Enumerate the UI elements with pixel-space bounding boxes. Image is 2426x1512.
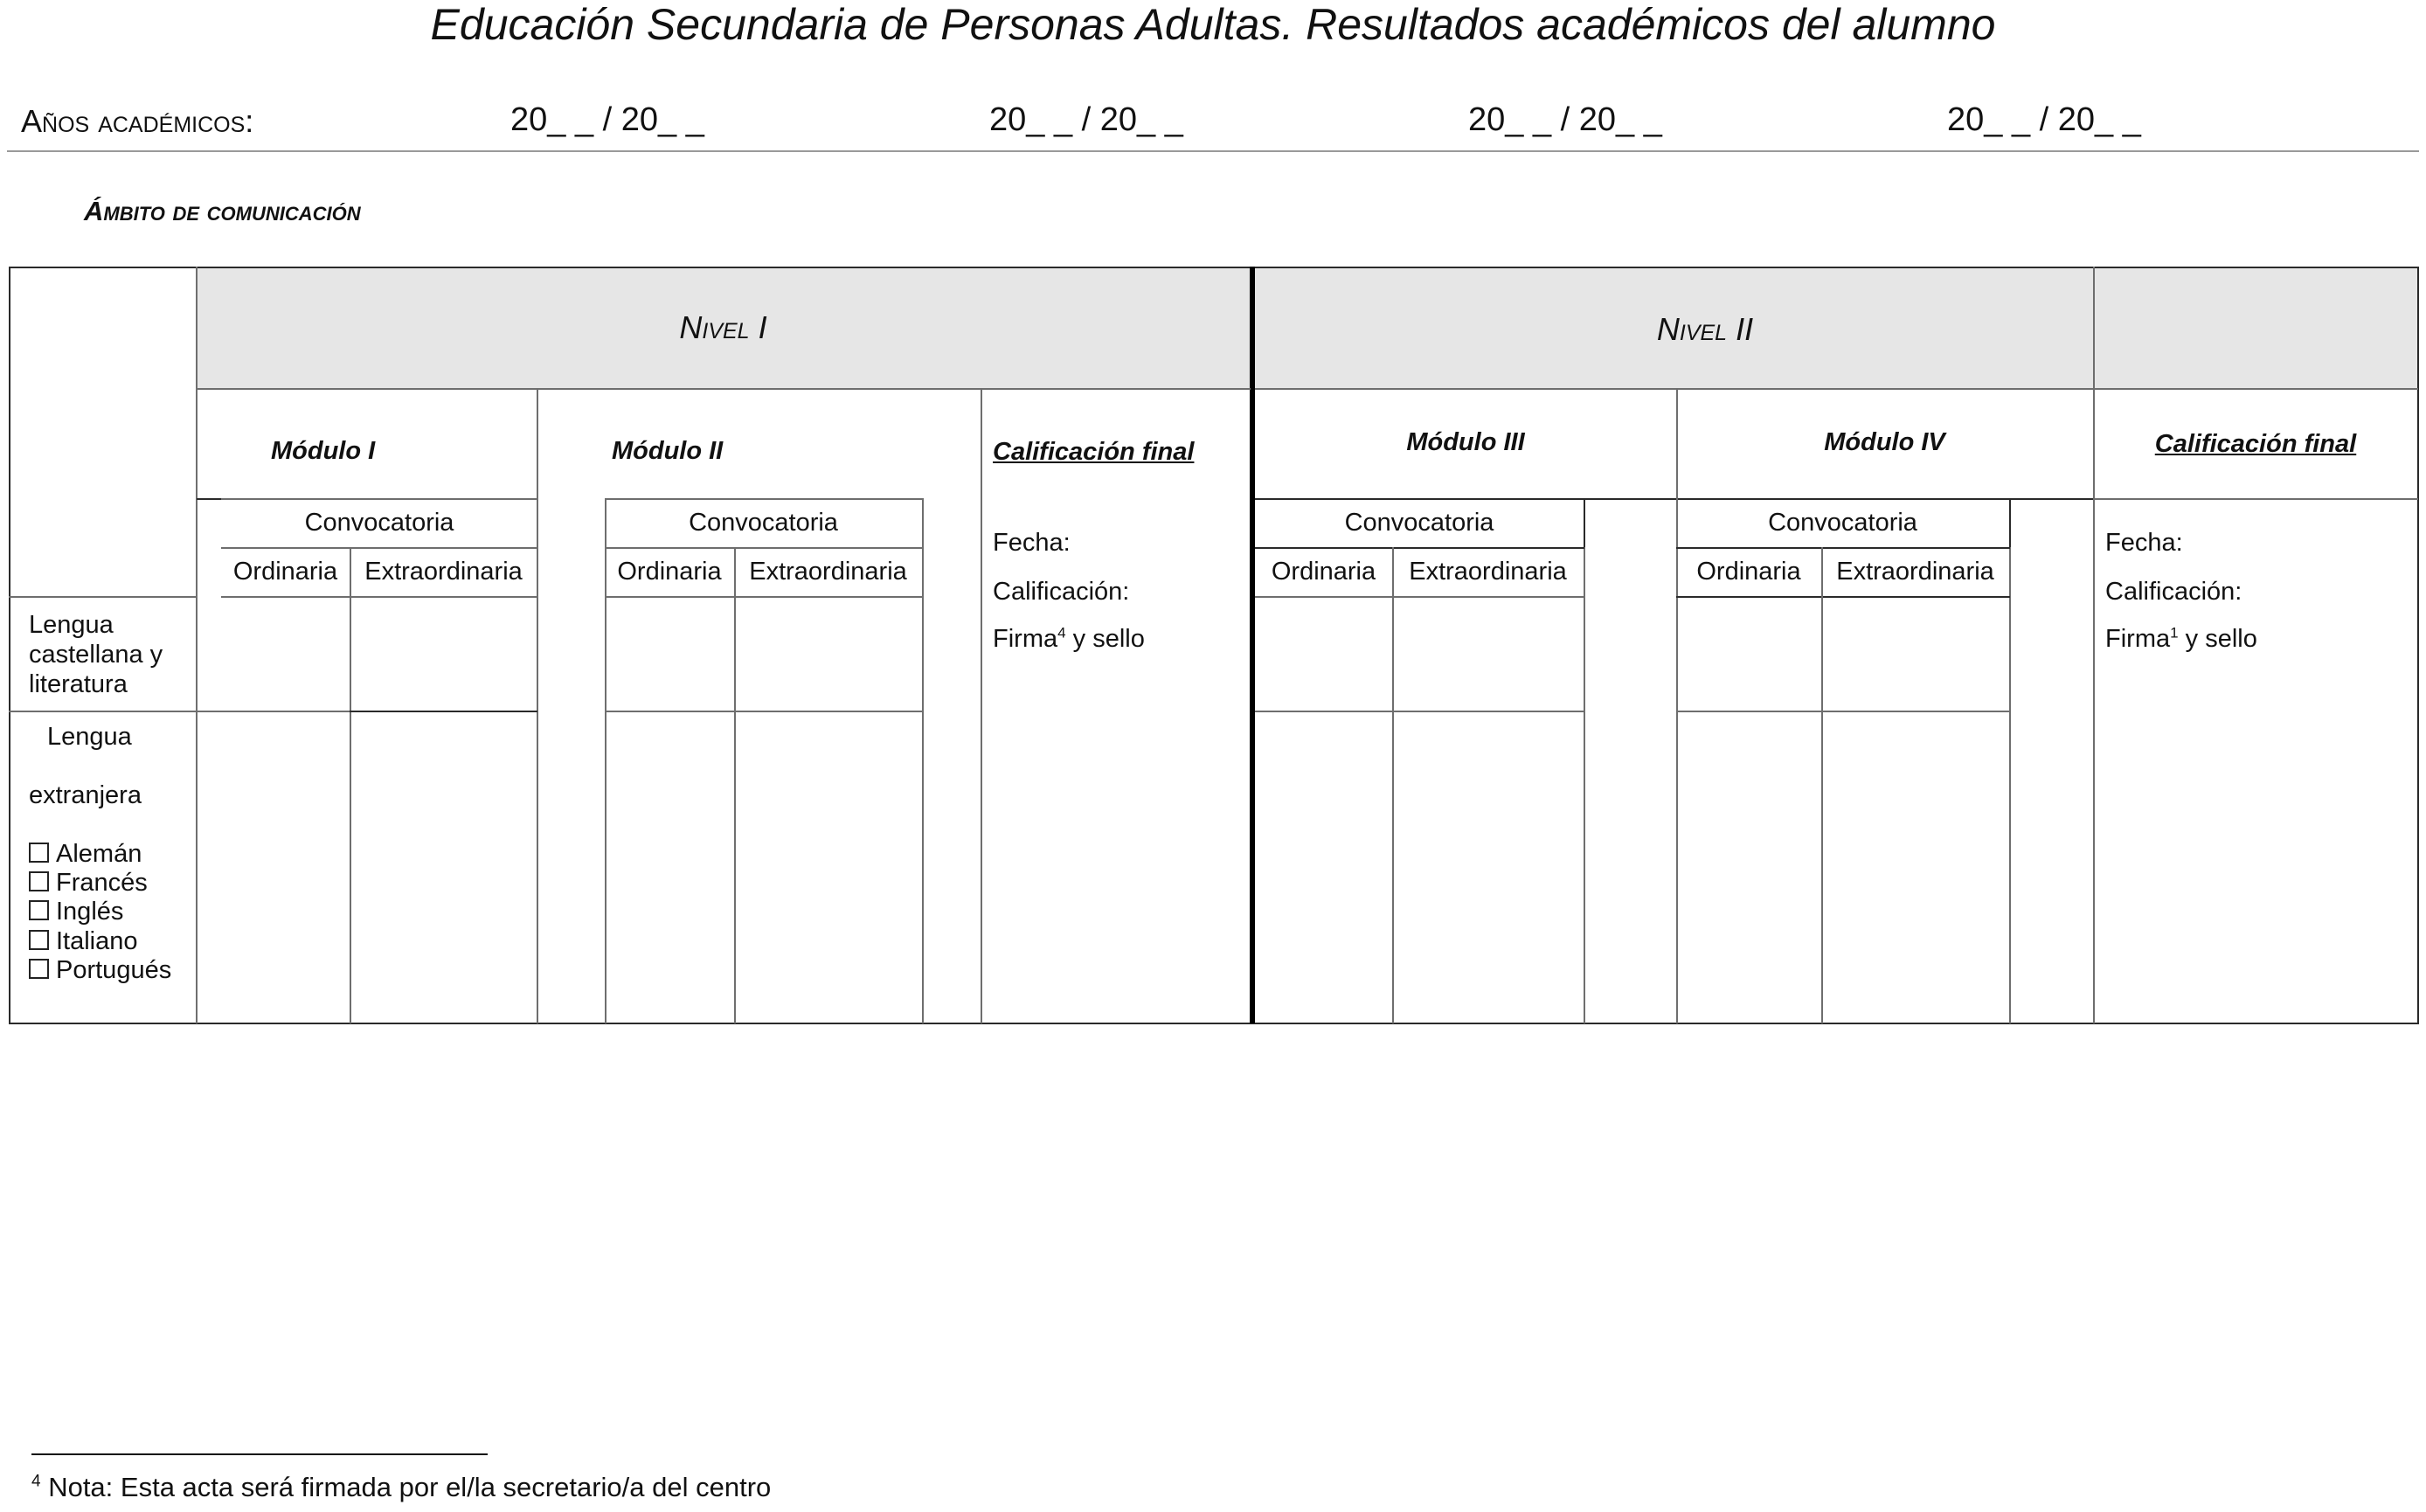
ordinaria-label: Ordinaria	[1271, 558, 1376, 586]
level-2-header: Nivel II	[1656, 311, 1754, 347]
calificacion-label: Calificación:	[2105, 578, 2242, 606]
line-h	[221, 498, 537, 500]
line-v	[1821, 547, 1823, 1023]
table-border-bottom	[9, 1023, 2419, 1024]
line-h	[2093, 498, 2418, 500]
nivel-divider	[1250, 267, 1255, 1023]
academic-year-1: 20_ _ / 20_ _	[510, 101, 704, 138]
checkbox-icon[interactable]	[29, 871, 49, 891]
line-h	[1676, 596, 2010, 598]
convocatoria-label-module-4: Convocatoria	[1768, 509, 1917, 537]
line-v	[2093, 267, 2095, 1023]
fecha-label: Fecha:	[2105, 529, 2183, 557]
final-grade-header-level-2: Calificación final	[2154, 430, 2357, 458]
line-h	[197, 711, 350, 712]
line-h	[350, 711, 537, 712]
line-h	[9, 596, 197, 598]
line-h	[1255, 498, 2093, 500]
line-h	[197, 498, 221, 500]
line-v	[922, 498, 924, 1023]
extraordinaria-label: Extraordinaria	[1409, 558, 1567, 586]
line-v	[2009, 547, 2011, 1023]
row-label-lengua-extranjera-2: extranjera	[29, 781, 142, 809]
line-h	[9, 711, 197, 712]
line-h	[1255, 711, 1584, 712]
line-h	[1255, 596, 1584, 598]
row-label-lengua-extranjera-1: Lengua	[47, 723, 132, 751]
line-h	[1255, 388, 2418, 390]
convocatoria-label-module-1: Convocatoria	[304, 509, 454, 537]
checkbox-icon[interactable]	[29, 930, 49, 950]
row-label-lengua-castellana: Lengua castellana y literatura	[29, 611, 163, 698]
section-title: Ámbito de comunicación	[84, 196, 361, 226]
line-h	[1676, 547, 2010, 549]
ordinaria-label: Ordinaria	[1696, 558, 1801, 586]
line-v	[350, 547, 351, 1023]
convocatoria-label-module-2: Convocatoria	[689, 509, 838, 537]
footnote-rule	[31, 1453, 488, 1455]
language-option-frances[interactable]: Francés	[29, 868, 148, 898]
module-4-header: Módulo IV	[1824, 428, 1945, 456]
line-h	[1255, 547, 1584, 549]
table-border-left	[9, 267, 10, 1023]
line-h	[605, 596, 923, 598]
line-v	[1584, 498, 1585, 547]
line-v	[1584, 547, 1585, 1023]
line-h	[1676, 711, 2010, 712]
language-option-aleman[interactable]: Alemán	[29, 839, 142, 869]
calificacion-label: Calificación:	[993, 578, 1130, 606]
line-h	[197, 388, 1251, 390]
document-title: Educación Secundaria de Personas Adultas. Resultados académicos del alumno	[430, 0, 1996, 49]
module-3-header: Módulo III	[1406, 428, 1525, 456]
line-h	[605, 547, 923, 549]
ordinaria-label: Ordinaria	[232, 558, 338, 586]
line-v	[2009, 498, 2011, 547]
fecha-label: Fecha:	[993, 529, 1071, 557]
checkbox-icon[interactable]	[29, 843, 49, 863]
extraordinaria-label: Extraordinaria	[749, 558, 907, 586]
academic-year-3: 20_ _ / 20_ _	[1468, 101, 1662, 138]
convocatoria-label-module-3: Convocatoria	[1344, 509, 1494, 537]
language-option-italiano[interactable]: Italiano	[29, 926, 138, 956]
module-2-header: Módulo II	[612, 437, 724, 465]
academic-years-label: Años académicos:	[21, 103, 254, 139]
table-border-right	[2417, 267, 2419, 1023]
line-v	[734, 547, 736, 1023]
line-v	[1392, 547, 1394, 1023]
level-1-header: Nivel I	[679, 309, 767, 345]
line-v	[537, 388, 538, 1023]
final-grade-header-level-1: Calificación final	[993, 438, 1195, 466]
academic-year-2: 20_ _ / 20_ _	[989, 101, 1183, 138]
line-h	[221, 547, 537, 549]
extraordinaria-label: Extraordinaria	[1836, 558, 1994, 586]
language-option-portugues[interactable]: Portugués	[29, 955, 171, 985]
extraordinaria-label: Extraordinaria	[364, 558, 523, 586]
language-option-ingles[interactable]: Inglés	[29, 897, 123, 926]
line-h	[605, 711, 923, 712]
checkbox-icon[interactable]	[29, 959, 49, 979]
academic-year-4: 20_ _ / 20_ _	[1947, 101, 2141, 138]
module-1-header: Módulo I	[271, 437, 376, 465]
footnote: $^4$ Nota: Esta acta será firmada por el/la secretario/a del centro	[31, 1472, 772, 1502]
table-border-top	[9, 267, 2419, 268]
line-h	[221, 596, 537, 598]
line-h	[605, 498, 923, 500]
checkbox-icon[interactable]	[29, 900, 49, 920]
ordinaria-label: Ordinaria	[617, 558, 722, 586]
line-v	[196, 267, 198, 1023]
firma-label: Firma$^4$ y sello	[993, 624, 1145, 653]
line-v	[981, 388, 982, 1023]
firma-label: Firma$^1$ y sello	[2105, 624, 2257, 653]
